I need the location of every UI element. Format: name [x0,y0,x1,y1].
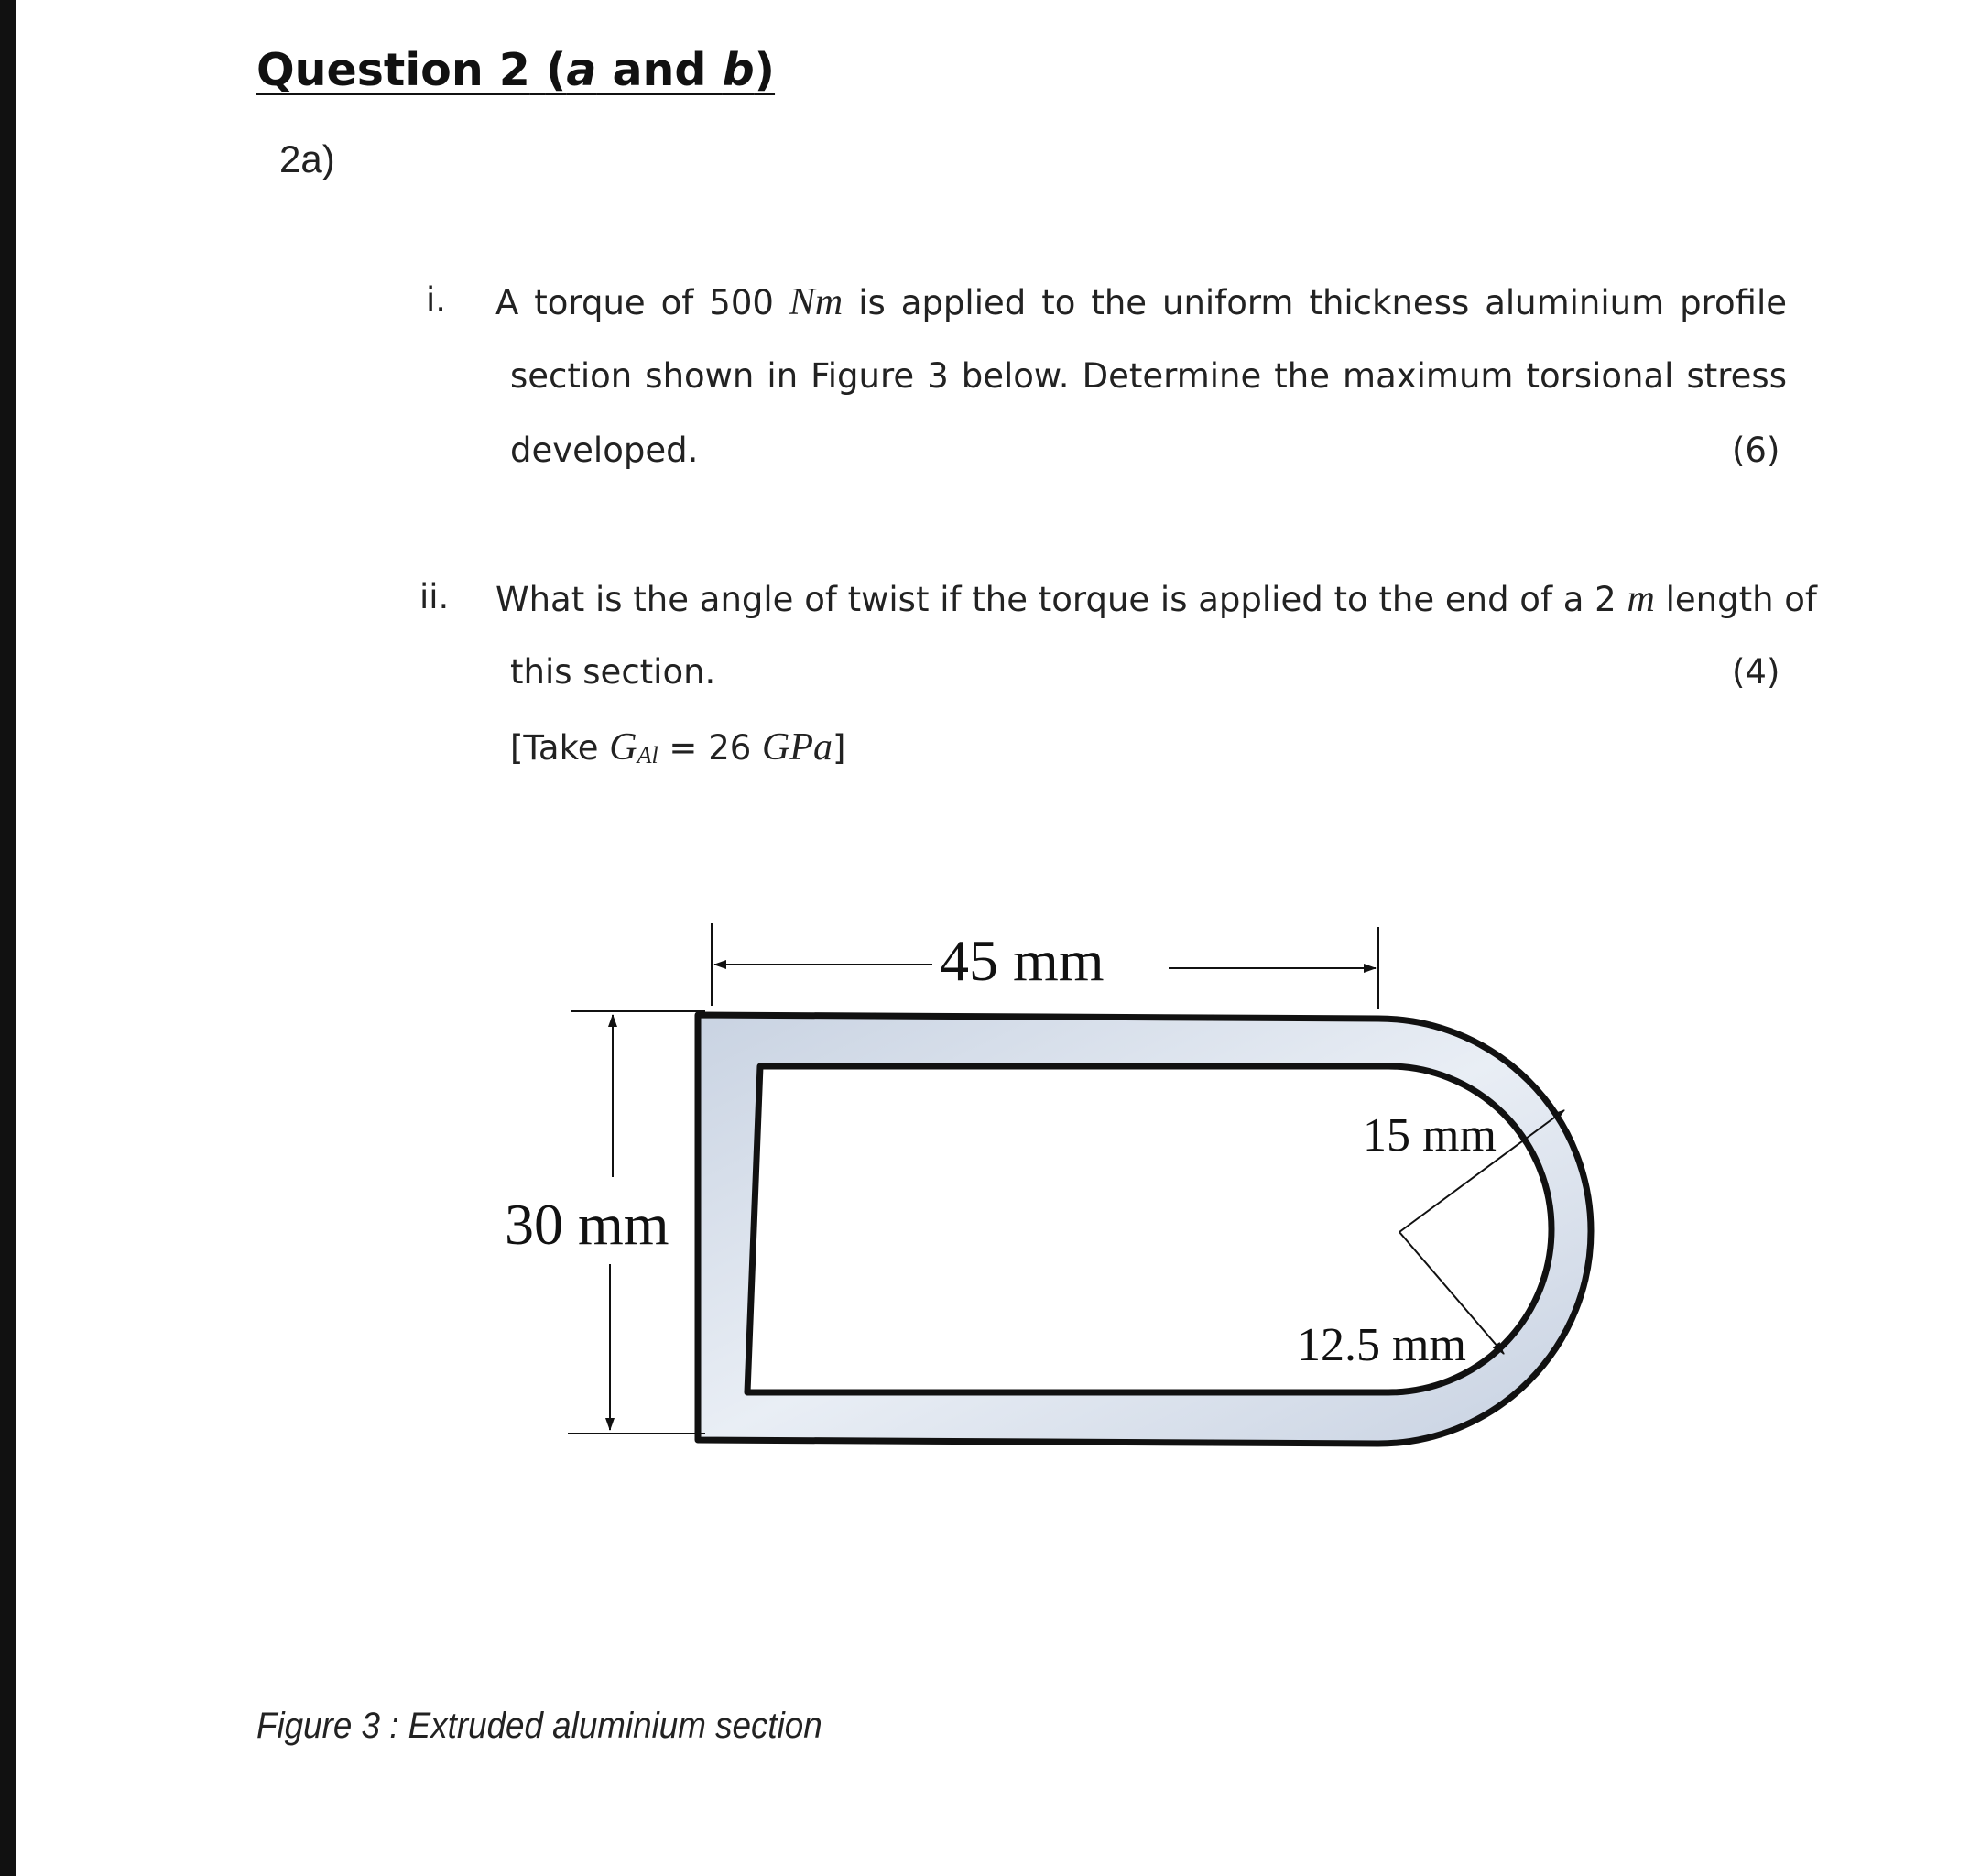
document-page [16,0,1970,1876]
item-i-line-1: A torque of 500 Nm is applied to the uniform thickness aluminium profile [495,281,1787,323]
figure-caption: Figure 3 : Extruded aluminium section [256,1706,822,1746]
dim-height-label: 30 mm [505,1192,669,1257]
given-shear-modulus: [Take GAl = 26 GPa] [510,726,846,769]
item-i-line-3: developed. [510,431,699,470]
item-ii-numeral: ii. [419,577,450,616]
item-ii-line-1: What is the angle of twist if the torque is applied to the end of a 2 m length of [495,578,1817,620]
question-heading: Question 2 (a and b) [256,44,776,96]
aluminium-section-figure [16,0,1970,1876]
item-i-line-2: section shown in Figure 3 below. Determine the maximum torsional stress [510,356,1787,396]
part-label: 2a) [279,137,335,180]
section-profile [698,1015,1591,1444]
dim-width-label: 45 mm [940,928,1105,993]
item-i-numeral: i. [426,280,447,320]
inner-radius-label: 12.5 mm [1297,1319,1466,1371]
item-ii-marks: (4) [1732,652,1780,692]
item-ii-line-2: this section. [510,652,716,692]
outer-radius-label: 15 mm [1363,1109,1497,1162]
item-i-marks: (6) [1732,431,1780,470]
left-window-edge [0,0,16,1876]
